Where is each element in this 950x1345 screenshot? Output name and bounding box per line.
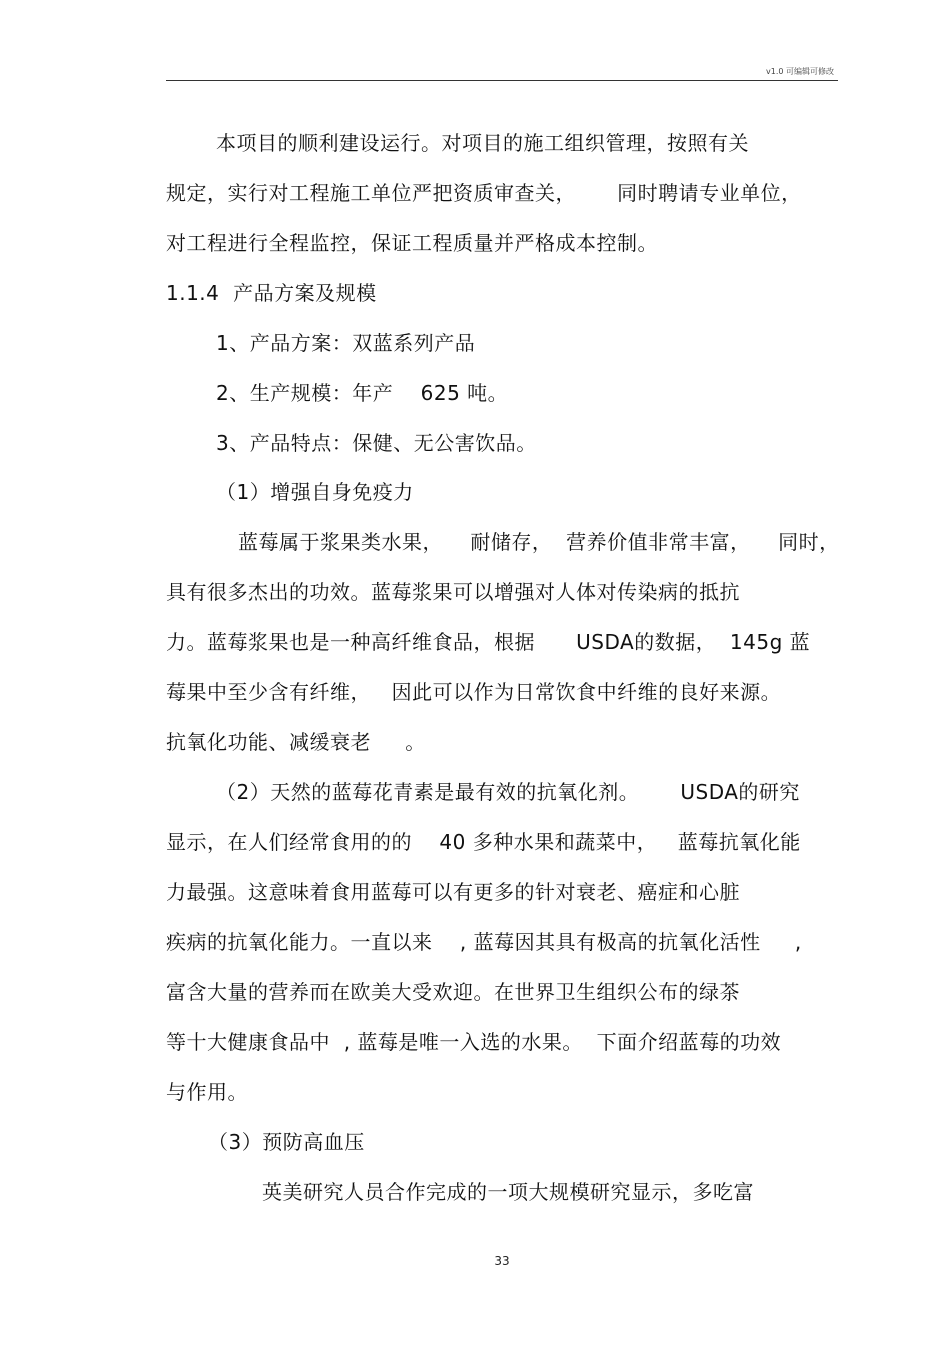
body-line: 力最强。这意味着食用蓝莓可以有更多的针对衰老、癌症和心脏 — [166, 880, 740, 904]
body-line: 莓果中至少含有纤维， 因此可以作为日常饮食中纤维的良好来源。 — [166, 680, 782, 704]
subheading: （1）增强自身免疫力 — [216, 480, 414, 504]
body-line: 本项目的顺利建设运行。对项目的施工组织管理，按照有关 — [216, 131, 749, 155]
body-line: 蓝莓属于浆果类水果， 耐储存， 营养价值非常丰富， 同时， — [238, 530, 840, 554]
page-number: 33 — [494, 1254, 510, 1268]
body-line: 富含大量的营养而在欧美大受欢迎。在世界卫生组织公布的绿茶 — [166, 980, 740, 1004]
list-item: 1、产品方案：双蓝系列产品 — [216, 331, 476, 355]
body-line: 显示，在人们经常食用的的 40 多种水果和蔬菜中， 蓝莓抗氧化能 — [166, 830, 801, 854]
body-line: 等十大健康食品中 , 蓝莓是唯一入选的水果。 下面介绍蓝莓的功效 — [166, 1030, 782, 1054]
subheading: （2）天然的蓝莓花青素是最有效的抗氧化剂。 USDA的研究 — [216, 780, 800, 804]
body-line: 规定，实行对工程施工单位严把资质审查关， 同时聘请专业单位， — [166, 181, 802, 205]
header-rule — [166, 80, 838, 81]
body-line: 抗氧化功能、减缓衰老 。 — [166, 730, 426, 754]
header-version-text: v1.0 可编辑可修改 — [766, 67, 834, 76]
subheading: （3）预防高血压 — [208, 1130, 365, 1154]
body-line: 疾病的抗氧化能力。一直以来 , 蓝莓因其具有极高的抗氧化活性 , — [166, 930, 802, 954]
list-item: 3、产品特点：保健、无公害饮品。 — [216, 431, 537, 455]
list-item: 2、生产规模：年产 625 吨。 — [216, 381, 509, 405]
body-line: 具有很多杰出的功效。蓝莓浆果可以增强对人体对传染病的抵抗 — [166, 580, 740, 604]
body-line: 对工程进行全程监控，保证工程质量并严格成本控制。 — [166, 231, 658, 255]
body-line: 力。蓝莓浆果也是一种高纤维食品，根据 USDA的数据， 145g 蓝 — [166, 630, 811, 654]
body-line: 英美研究人员合作完成的一项大规模研究显示，多吃富 — [262, 1180, 754, 1204]
section-heading: 1.1.4 产品方案及规模 — [166, 281, 377, 305]
body-line: 与作用。 — [166, 1080, 248, 1104]
